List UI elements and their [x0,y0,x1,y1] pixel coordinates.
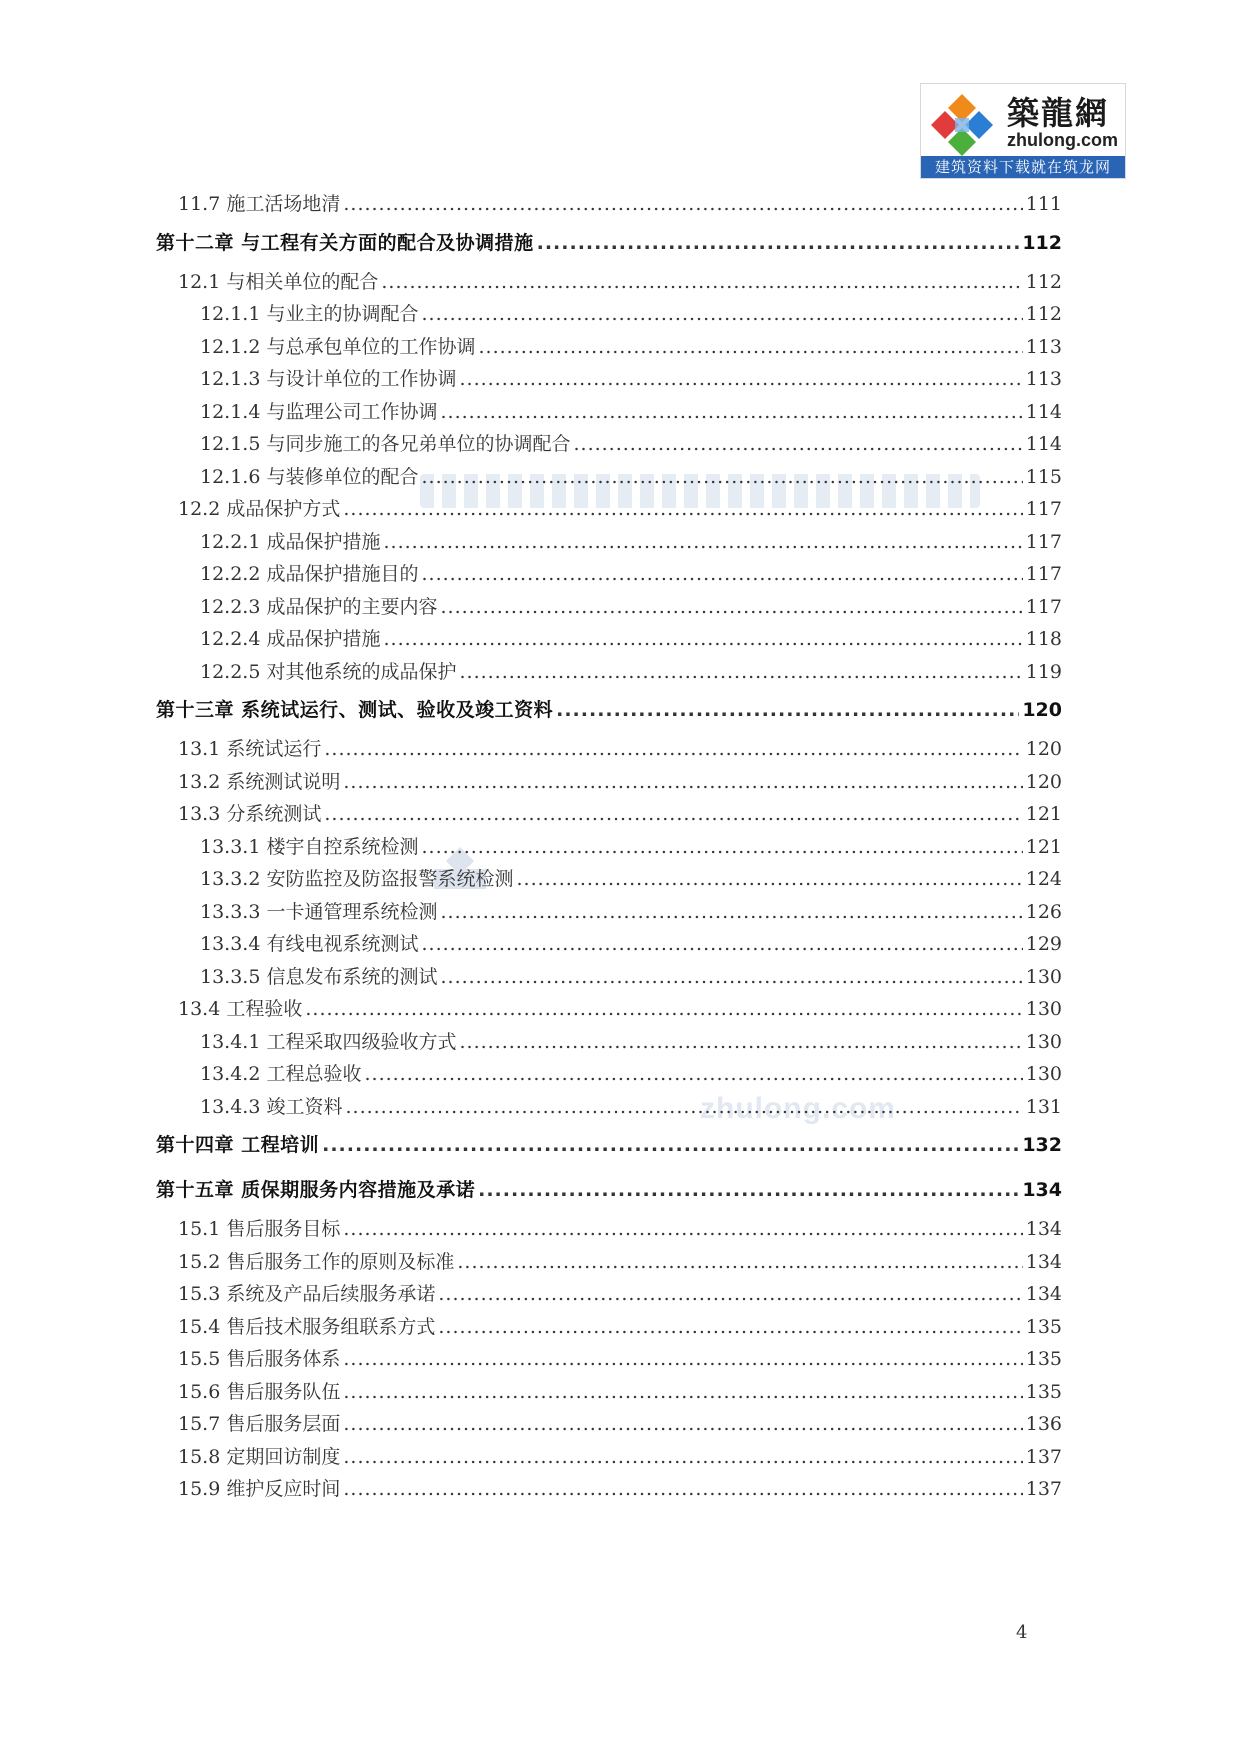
toc-entry-title: 15.7 售后服务层面 [178,1413,341,1435]
toc-entry[interactable] [156,733,1062,766]
toc-entry[interactable] [156,1026,1062,1059]
toc-entry-title: 11.7 施工活场地清 [178,193,341,215]
toc-entry-title: 12.2.3 成品保护的主要内容 [200,595,438,618]
toc-dot-leader [324,733,1022,766]
toc-entry-title: 15.2 售后服务工作的原则及标准 [178,1250,455,1273]
toc-entry-page: 134 [1025,1283,1062,1305]
toc-entry-page: 137 [1025,1445,1062,1468]
toc-entry-page: 134 [1025,1218,1062,1240]
toc-dot-leader [440,896,1022,929]
toc-dot-leader [324,798,1022,831]
toc-entry-page: 119 [1025,660,1062,683]
zhulong-logo [920,83,1126,179]
toc-entry-page: 114 [1025,433,1062,455]
toc-entry-page: 120 [1025,738,1062,760]
toc-entry[interactable] [156,928,1062,961]
toc-entry-title: 第十三章 系统试运行、测试、验收及竣工资料 [156,699,554,721]
toc-entry-title: 13.3.3 一卡通管理系统检测 [200,900,438,923]
toc-dot-leader [305,993,1022,1026]
toc-dot-leader [440,591,1022,624]
toc-entry[interactable] [156,1343,1062,1376]
toc-dot-leader [343,1441,1022,1474]
toc-entry-page: 132 [1022,1134,1062,1156]
toc-dot-leader [516,863,1022,896]
toc-entry-title: 12.1.6 与装修单位的配合 [200,465,419,488]
toc-entry-page: 136 [1025,1413,1062,1435]
toc-entry-title: 13.4.2 工程总验收 [200,1063,362,1085]
toc-entry[interactable] [156,1058,1062,1091]
toc-entry-title: 12.1.4 与监理公司工作协调 [200,400,438,423]
toc-entry-page: 130 [1025,1063,1062,1085]
toc-entry[interactable] [156,331,1062,364]
toc-entry-page: 131 [1025,1095,1062,1118]
toc-entry[interactable] [156,188,1062,221]
toc-dot-leader [343,1473,1022,1506]
toc-entry-page: 134 [1022,1179,1062,1201]
toc-entry[interactable] [156,863,1062,896]
zhulong-diamond-logo-icon [929,92,995,158]
toc-chapter-entry[interactable] [156,1123,1062,1168]
toc-dot-leader [440,396,1022,429]
toc-entry-page: 137 [1025,1478,1062,1500]
toc-dot-leader [537,221,1020,266]
toc-dot-leader [457,1246,1022,1279]
toc-entry[interactable] [156,1441,1062,1474]
toc-dot-leader [343,766,1022,799]
toc-dot-leader [440,961,1022,994]
toc-entry[interactable] [156,558,1062,591]
logo-brand-cn: 築龍網 [1007,94,1110,132]
toc-entry-page: 135 [1025,1348,1062,1370]
toc-entry-title: 13.3.5 信息发布系统的测试 [200,965,438,988]
toc-chapter-entry[interactable] [156,1168,1062,1213]
toc-entry-title: 15.1 售后服务目标 [178,1218,341,1240]
toc-dot-leader [556,688,1019,733]
toc-entry[interactable] [156,1278,1062,1311]
toc-dot-leader [345,1091,1022,1124]
toc-entry-page: 117 [1025,563,1062,585]
toc-entry-title: 12.1 与相关单位的配合 [178,270,379,293]
toc-entry[interactable] [156,1408,1062,1441]
toc-entry[interactable] [156,591,1062,624]
logo-slogan: 建筑资料下载就在筑龙网 [921,156,1125,178]
toc-dot-leader [478,331,1022,364]
toc-dot-leader [381,266,1022,299]
toc-entry-title: 15.9 维护反应时间 [178,1478,341,1500]
toc-entry[interactable] [156,1473,1062,1506]
toc-chapter-entry[interactable] [156,688,1062,733]
toc-entry-title: 12.2.4 成品保护措施 [200,628,381,650]
toc-entry-title: 13.3.2 安防监控及防盗报警系统检测 [200,868,514,890]
toc-entry-page: 117 [1025,530,1062,553]
toc-entry[interactable] [156,396,1062,429]
toc-entry-title: 13.1 系统试运行 [178,738,322,760]
toc-entry[interactable] [156,461,1062,494]
toc-entry[interactable] [156,526,1062,559]
toc-entry-title: 13.4.1 工程采取四级验收方式 [200,1030,457,1053]
toc-entry-page: 121 [1025,803,1062,825]
toc-entry[interactable] [156,831,1062,864]
toc-entry-title: 12.2 成品保护方式 [178,498,341,520]
toc-entry[interactable] [156,766,1062,799]
toc-entry-title: 第十五章 质保期服务内容措施及承诺 [156,1179,476,1201]
toc-entry-title: 12.2.1 成品保护措施 [200,530,381,553]
toc-dot-leader [421,461,1022,494]
toc-dot-leader [364,1058,1022,1091]
toc-entry-page: 121 [1025,835,1062,858]
toc-entry-page: 120 [1022,699,1062,721]
toc-entry[interactable] [156,896,1062,929]
toc-dot-leader [573,428,1022,461]
toc-entry-title: 12.2.5 对其他系统的成品保护 [200,660,457,683]
toc-entry[interactable] [156,363,1062,396]
toc-dot-leader [322,1123,1019,1168]
toc-entry[interactable] [156,298,1062,331]
toc-entry-title: 13.3.1 楼宇自控系统检测 [200,835,419,858]
toc-dot-leader [459,656,1022,689]
toc-entry[interactable] [156,1311,1062,1344]
toc-entry-page: 120 [1025,770,1062,793]
toc-entry[interactable] [156,623,1062,656]
toc-dot-leader [421,928,1022,961]
toc-entry-title: 13.2 系统测试说明 [178,770,341,793]
toc-entry-page: 111 [1025,193,1062,215]
toc-entry-title: 13.3 分系统测试 [178,803,322,825]
toc-entry-title: 12.1.2 与总承包单位的工作协调 [200,335,476,358]
toc-dot-leader [383,526,1022,559]
toc-dot-leader [343,188,1022,221]
toc-entry-page: 129 [1025,933,1062,955]
toc-entry-page: 130 [1025,965,1062,988]
toc-dot-leader [421,298,1022,331]
toc-entry-page: 112 [1025,270,1062,293]
toc-entry-title: 15.5 售后服务体系 [178,1348,341,1370]
toc-entry-title: 12.1.3 与设计单位的工作协调 [200,368,457,390]
toc-chapter-entry[interactable] [156,221,1062,266]
toc-entry-page: 114 [1025,400,1062,423]
toc-dot-leader [343,1376,1022,1409]
toc-entry-page: 126 [1025,900,1062,923]
toc-entry[interactable] [156,961,1062,994]
toc-entry-page: 135 [1025,1315,1062,1338]
toc-entry[interactable] [156,798,1062,831]
toc-entry-page: 134 [1025,1250,1062,1273]
table-of-contents [156,188,1062,1506]
toc-entry-page: 113 [1025,335,1062,358]
toc-entry-page: 130 [1025,998,1062,1020]
toc-entry[interactable] [156,428,1062,461]
toc-dot-leader [478,1168,1019,1213]
toc-entry-page: 135 [1025,1380,1062,1403]
toc-entry-title: 12.2.2 成品保护措施目的 [200,563,419,585]
toc-dot-leader [421,558,1022,591]
toc-entry-page: 117 [1025,595,1062,618]
toc-entry[interactable] [156,993,1062,1026]
toc-entry-page: 112 [1022,231,1062,254]
toc-dot-leader [343,1343,1022,1376]
toc-dot-leader [459,1026,1022,1059]
toc-entry-title: 第十二章 与工程有关方面的配合及协调措施 [156,231,534,254]
toc-entry-page: 124 [1025,868,1062,890]
toc-entry-page: 117 [1025,498,1062,520]
toc-entry-title: 13.4 工程验收 [178,998,303,1020]
toc-entry-page: 115 [1025,465,1062,488]
toc-entry[interactable] [156,656,1062,689]
toc-dot-leader [343,1408,1022,1441]
toc-dot-leader [438,1311,1022,1344]
toc-entry[interactable] [156,493,1062,526]
toc-entry-title: 第十四章 工程培训 [156,1134,320,1156]
toc-dot-leader [343,493,1022,526]
toc-entry-page: 118 [1025,628,1062,650]
toc-entry-title: 15.8 定期回访制度 [178,1445,341,1468]
toc-entry[interactable] [156,1246,1062,1279]
toc-entry-title: 13.4.3 竣工资料 [200,1095,343,1118]
toc-entry[interactable] [156,1376,1062,1409]
toc-dot-leader [383,623,1022,656]
toc-entry[interactable] [156,1213,1062,1246]
toc-entry-page: 113 [1025,368,1062,390]
toc-entry-title: 12.1.5 与同步施工的各兄弟单位的协调配合 [200,433,571,455]
toc-dot-leader [459,363,1022,396]
toc-entry-title: 12.1.1 与业主的协调配合 [200,303,419,325]
toc-entry[interactable] [156,266,1062,299]
watermark-text: zhulong.com [700,1092,896,1125]
toc-entry-title: 15.4 售后技术服务组联系方式 [178,1315,436,1338]
toc-entry-page: 112 [1025,303,1062,325]
toc-dot-leader [343,1213,1022,1246]
toc-dot-leader [438,1278,1022,1311]
toc-entry-title: 13.3.4 有线电视系统测试 [200,933,419,955]
toc-entry-page: 130 [1025,1030,1062,1053]
page-number: 4 [1016,1622,1028,1643]
toc-entry-title: 15.6 售后服务队伍 [178,1380,341,1403]
toc-dot-leader [421,831,1022,864]
logo-brand-en: zhulong.com [1007,130,1118,150]
toc-entry-title: 15.3 系统及产品后续服务承诺 [178,1283,436,1305]
toc-entry[interactable] [156,1091,1062,1124]
